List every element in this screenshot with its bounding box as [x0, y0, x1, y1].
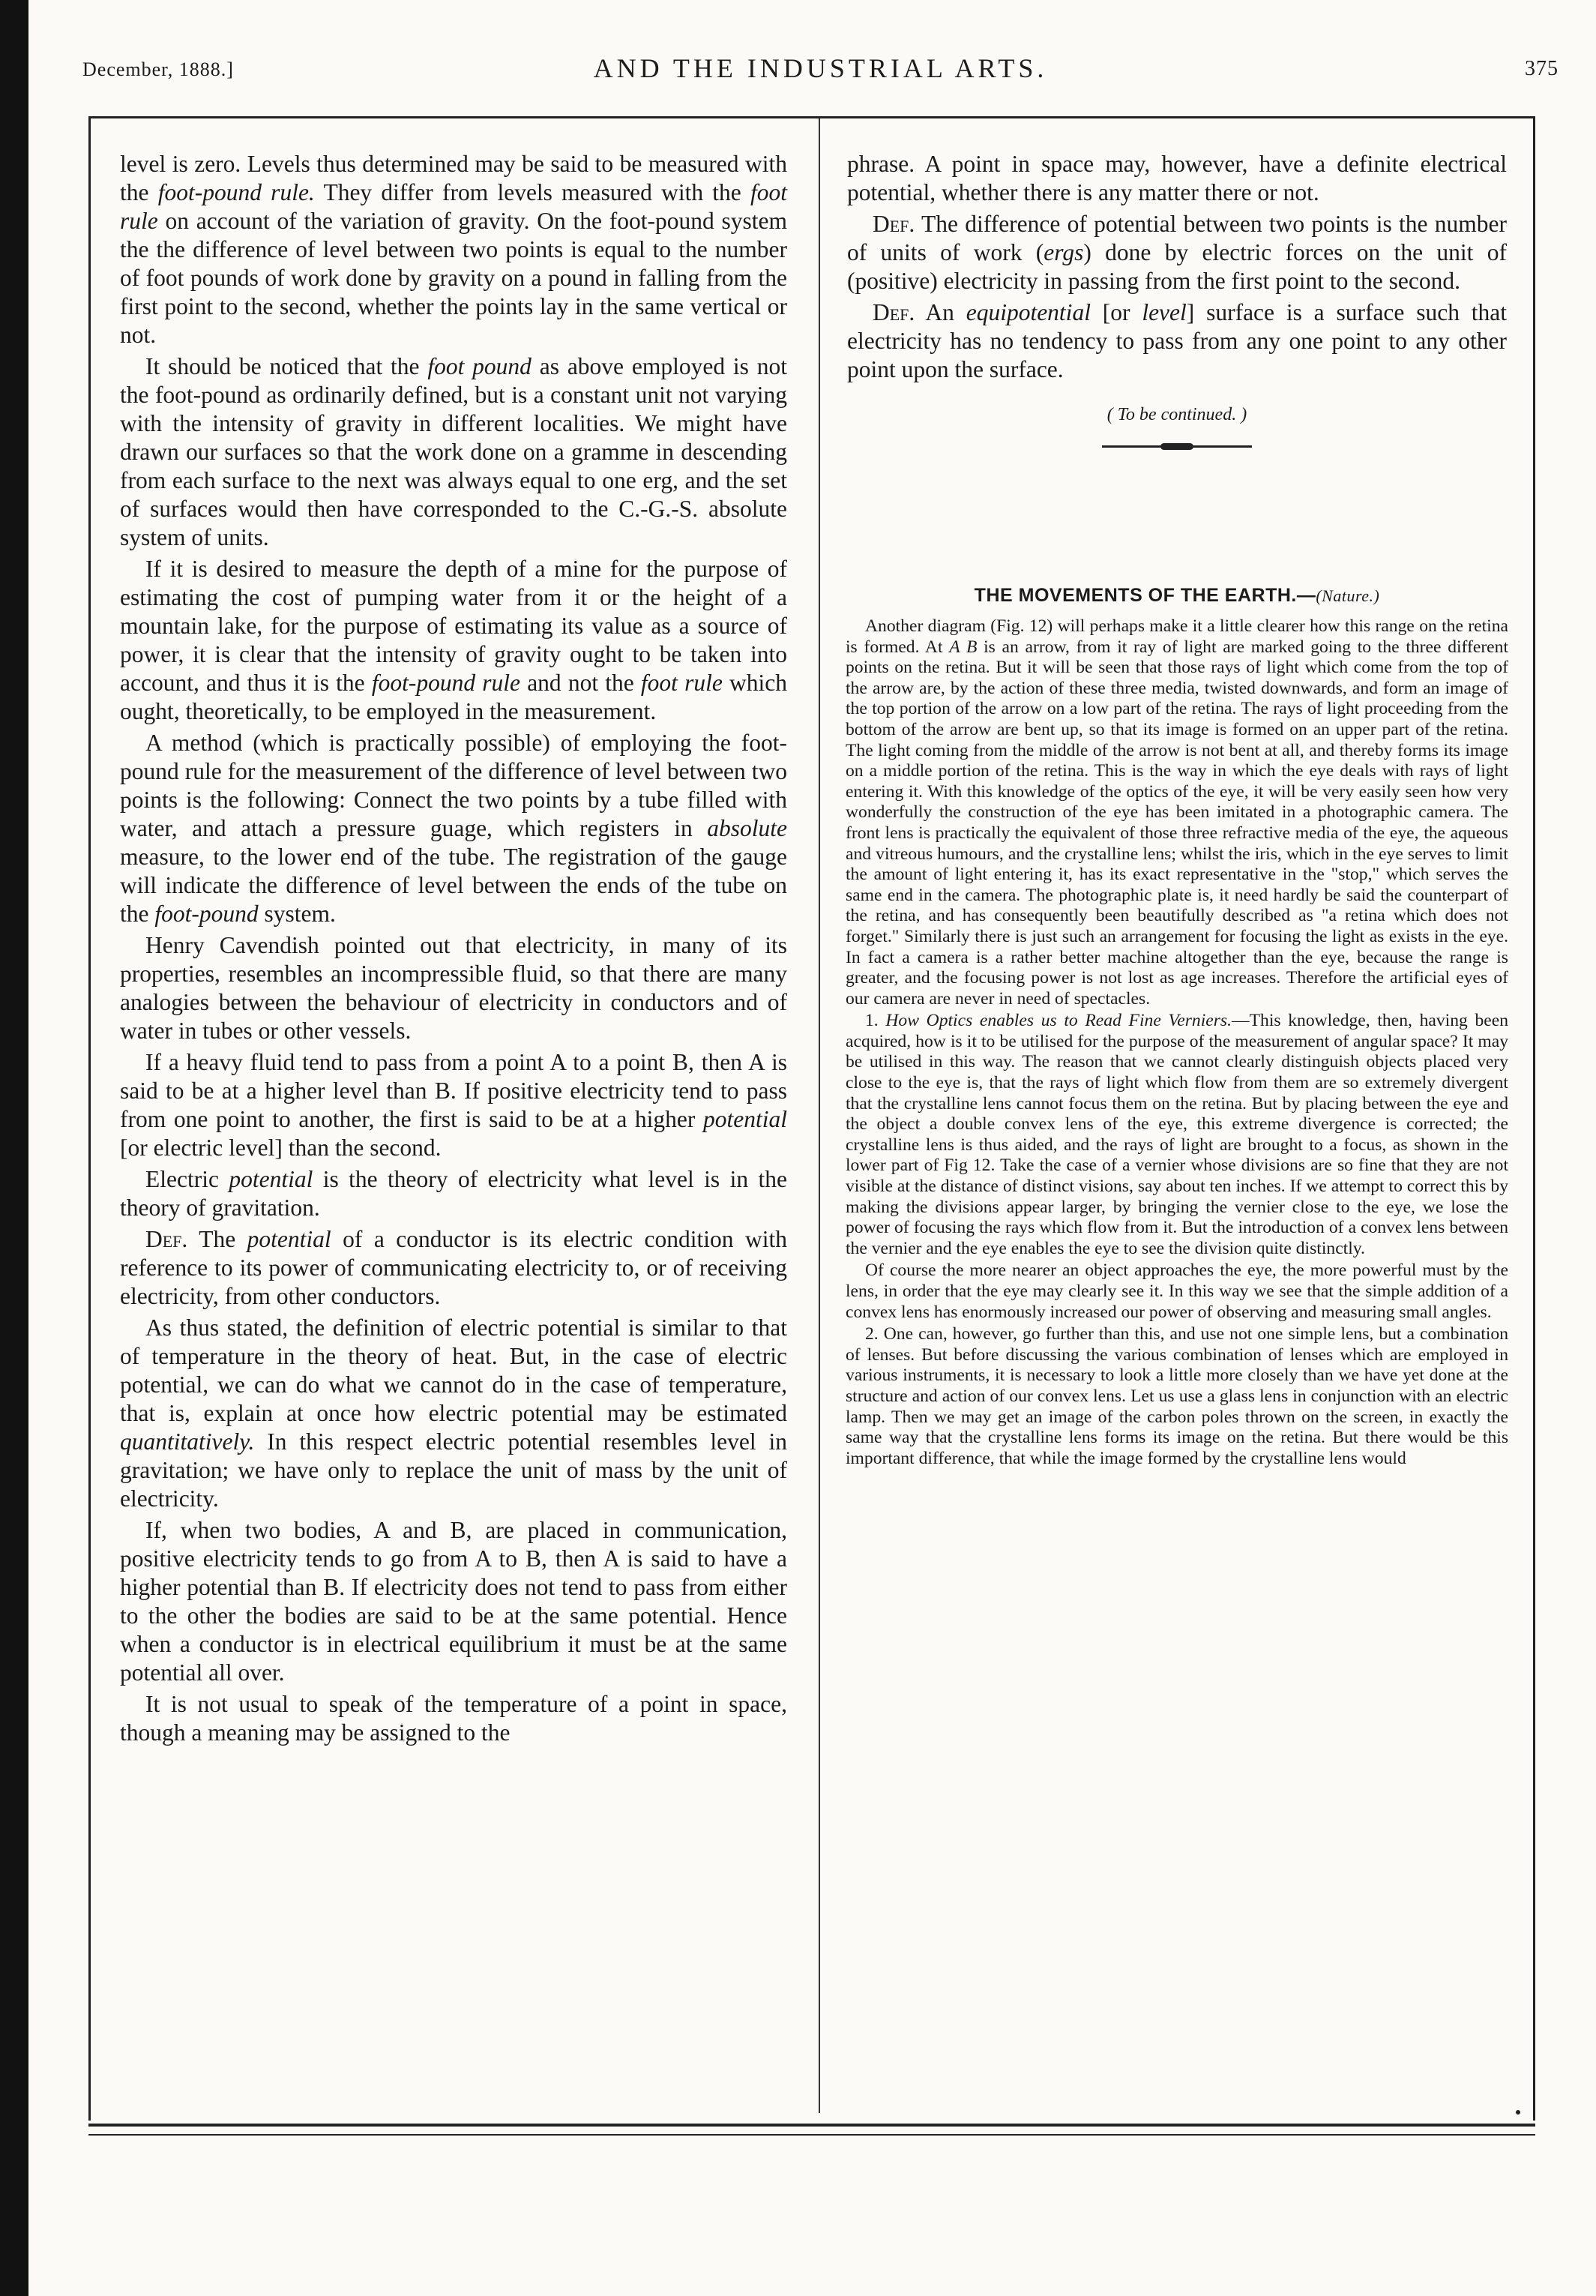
text-run: which ought, theoretically, to be employed in the measurement. [120, 670, 787, 724]
paragraph [120, 1225, 787, 1311]
left-column [120, 150, 787, 1750]
italic-text: foot-pound rule. [157, 179, 315, 205]
paragraph [120, 1314, 787, 1513]
text-run: 2. One can, however, go further than this, and use not one simple lens, but a combination of lenses. But before discussing the various combination of lenses which are employed in various instruments, it is necessary to look a little more closely than we have yet done at the structure and action of our convex lens. Let us use a glass lens in conjunction with an electric lamp. Then we may get an image of the carbon poles thrown on the screen, in exactly the same way that the crystalline lens forms its image on the retina. But there would be this important difference, that while the image formed by the crystalline lens would [846, 1324, 1508, 1468]
binding-spine [0, 0, 28, 2296]
text-run: An [915, 299, 966, 325]
printer-mark [1516, 2110, 1520, 2115]
text-run: It is not usual to speak of the temperature of a point in space, though a meaning may be assigned to the [120, 1691, 787, 1746]
text-run: on account of the variation of gravity. On the foot-pound system the the difference of level between two points is equal to the number of foot pounds of work done by gravity on a pound in falling from the first point to the second, whether the points lay in the same vertical or not. [120, 208, 787, 348]
text-run: Def. [873, 299, 915, 325]
text-run: is an arrow, from it ray of light are marked going to the three different points on the retina. But it will be seen that those rays of light which come from the top of the arrow are, by the action of these three media, twisted downwards, and form an image of the top portion of the arrow on a low part of the retina. The rays of light proceeding from the bottom of the arrow are bent up, so that its image is formed on an upper part of the retina. The light coming from the middle of the arrow is not bent at all, and thereby forms its image on a middle portion of the retina. This is the way in which the eye deals with rays of light entering it. With this knowledge of the optics of the eye, it will be very easily seen how very wonderfully the construction of the eye has been imitated in a photographic camera. The front lens is practically the equivalent of those three refractive media of the eye, the aqueous and vitreous humours, and the crystalline lens; whilst the iris, which in the eye serves to limit the amount of light entering it, has its exact representative in the "stop," which serves the same end in the camera. The photographic plate is, it need hardly be said the counterpart of the retina, and has consequently been beautifully described as "a retina which does not forget." Similarly there is just such an arrangement for focusing the light as exists in the eye. In fact a camera is a rather better machine altogether than the eye, because the range is greater, and the focusing power is not lost as age increases. Therefore the artificial eyes of our camera are never in need of spectacles. [846, 637, 1508, 1009]
text-run: Electric [145, 1166, 229, 1192]
page-header [82, 51, 1559, 88]
paragraph [846, 616, 1508, 1009]
text-run: system. [258, 901, 336, 927]
paragraph [847, 298, 1507, 384]
italic-text: absolute [707, 815, 787, 841]
text-run: is the theory of electricity what level is in the theory of gravitation. [120, 1166, 787, 1221]
text-run: [or [1090, 299, 1142, 325]
italic-text: foot rule [640, 670, 723, 696]
page-number: 375 [1525, 57, 1559, 80]
text-run: and not the [520, 670, 641, 696]
text-run: It should be noticed that the [145, 353, 428, 379]
paragraph [847, 210, 1507, 295]
text-run: as above employed is not the foot-pound as ordinarily defined, but is a constant unit not varying with the intensity of gravity in different localities. We might have drawn our surfaces so that the work done on a gramme in descending from each surface to the next was always equal to one erg, and the set of surfaces would then have corresponded to the C.-G.-S. absolute system of units. [120, 353, 787, 550]
bottom-rule-thick [88, 2124, 1535, 2127]
italic-text: potential [229, 1166, 313, 1192]
italic-text: quantitatively. [120, 1428, 255, 1455]
italic-text: equipotential [966, 299, 1091, 325]
text-run: Def. [873, 211, 915, 237]
text-run: If a heavy fluid tend to pass from a point A to a point B, then A is said to be at a higher level than B. If positive electricity tend to pass from one point to another, the first is said to be at a higher [120, 1049, 787, 1132]
text-run: In this respect electric potential resembles level in gravitation; we have only to replace the unit of mass by the unit of electricity. [120, 1428, 787, 1512]
text-run: ) done by electric forces on the unit of (positive) electricity in passing from the first point to the second. [847, 239, 1507, 294]
text-run: If it is desired to measure the depth of a mine for the purpose of estimating the cost of pumping water from it or the height of a mountain lake, for the purpose of estimating its value as a source of power, it is clear that the intensity of gravity ought to be taken into account, and thus it is the [120, 556, 787, 696]
paragraph [120, 1690, 787, 1747]
section-ornament [1102, 445, 1252, 448]
italic-text: potential [247, 1226, 331, 1252]
text-run: Another diagram (Fig. 12) will perhaps make it a little clearer how this range on the retina is formed. At [846, 616, 1508, 657]
text-run: phrase. A point in space may, however, have a definite electrical potential, whether there is any matter there or not. [847, 151, 1507, 205]
text-run: If, when two bodies, A and B, are placed in communication, positive electricity tends to go from A to B, then A is said to have a higher potential than B. If electricity does not tend to pass from either to the other the bodies are said to be at the same potential. Hence when a conductor is in electrical equilibrium it must be at the same potential all over. [120, 1517, 787, 1686]
right-column-body [847, 150, 1507, 384]
bottom-rule-thin [88, 2134, 1535, 2136]
article-title: THE MOVEMENTS OF THE EARTH.—(Nature.) [974, 585, 1380, 606]
article-body [846, 616, 1508, 1470]
italic-text: ergs [1044, 239, 1084, 265]
article-paragraphs [846, 616, 1508, 1469]
article-source: (Nature.) [1316, 586, 1380, 605]
column-divider [819, 118, 820, 2113]
header-date: December, 1888.] [82, 58, 234, 80]
right-column-top [847, 150, 1507, 463]
italic-text: A B [949, 637, 978, 657]
text-run: [or electric level] than the second. [120, 1135, 442, 1161]
italic-text: foot rule [120, 179, 788, 234]
italic-text: How Optics enables us to Read Fine Verniers. [885, 1011, 1232, 1031]
italic-text: level [1142, 299, 1187, 325]
continued-note: ( To be continued. ) [1106, 405, 1247, 424]
paragraph [120, 729, 787, 928]
text-run: 1. [865, 1011, 886, 1031]
paragraph [120, 1165, 787, 1222]
text-run: —This knowledge, then, having been acquired, how is it to be utilised for the purpose of the measurement of angular space? It may be utilised in this way. The reason that we cannot clearly distinguish objects placed very close to the eye is, that the rays of light which flow from them are so extremely divergent that the crystalline lens cannot focus them on the retina. But by placing between the eye and the object a double convex lens of the eye, this extreme divergence is corrected; the crystalline lens is thus aided, and the rays of light are brought to a focus, as shown in the lower part of Fig 12. Take the case of a vernier whose divisions are so fine that they are not visible at the distance of distinct visions, say about ten inches. If we attempt to correct this by making the divisions appear larger, by bringing the vernier close to the eye, we lose the power of focusing the rays which flow from it. But the introduction of a convex lens between the vernier and the eye enables the eye to see the division quite distinctly. [846, 1011, 1509, 1258]
text-run: Def. [145, 1226, 188, 1252]
text-run: Of course the more nearer an object approaches the eye, the more powerful must by the lens, in order that the eye may clearly see it. In this way we see that the simple addition of a convex lens has enormously increased our power of observing and measuring small angles. [846, 1260, 1508, 1322]
text-run: As thus stated, the definition of electric potential is similar to that of temperature in the theory of heat. But, in the case of electric potential, we can do what we cannot do in the case of temperature, that is, explain at once how electric potential may be estimated [120, 1314, 787, 1426]
italic-text: foot-pound [154, 901, 259, 927]
paragraph [846, 1324, 1508, 1469]
text-run: Henry Cavendish pointed out that electricity, in many of its properties, resembles an incompressible fluid, so that there are many analogies between the behaviour of electricity in conductors and of water in tubes or other vessels. [120, 932, 787, 1044]
paragraph [120, 352, 787, 552]
paragraph [847, 150, 1507, 207]
italic-text: foot pound [427, 353, 532, 379]
text-run: The difference of potential between two points is the number of units of work ( [847, 211, 1507, 265]
italic-text: potential [703, 1106, 787, 1132]
paragraph [846, 1011, 1508, 1259]
text-run: ] surface is a surface such that electricity has no tendency to pass from any one point to any other point upon the surface. [847, 299, 1508, 382]
text-run: They differ from levels measured with the [314, 179, 750, 205]
paragraph [120, 1516, 787, 1687]
italic-text: foot-pound rule [371, 670, 521, 696]
paragraph [120, 150, 787, 349]
paragraph [120, 1048, 787, 1162]
running-title: AND THE INDUSTRIAL ARTS. [593, 53, 1048, 83]
paragraph [120, 931, 787, 1045]
text-run: level is zero. Levels thus determined may be said to be measured with the [120, 151, 787, 205]
text-run: measure, to the lower end of the tube. The registration of the gauge will indicate the difference of level between the ends of the tube on the [120, 844, 787, 927]
paragraph [120, 555, 787, 726]
paragraph [846, 1260, 1508, 1323]
text-run: The [187, 1226, 247, 1252]
text-run: of a conductor is its electric condition with reference to its power of communicating electricity to, or of receiving electricity, from other conductors. [120, 1226, 787, 1309]
text-run: A method (which is practically possible) of employing the foot-pound rule for the measurement of the difference of level between two points is the following: Connect the two points by a tube filled with water, and attach a pressure guage, which registers in [120, 730, 787, 841]
left-column-body [120, 150, 787, 1747]
